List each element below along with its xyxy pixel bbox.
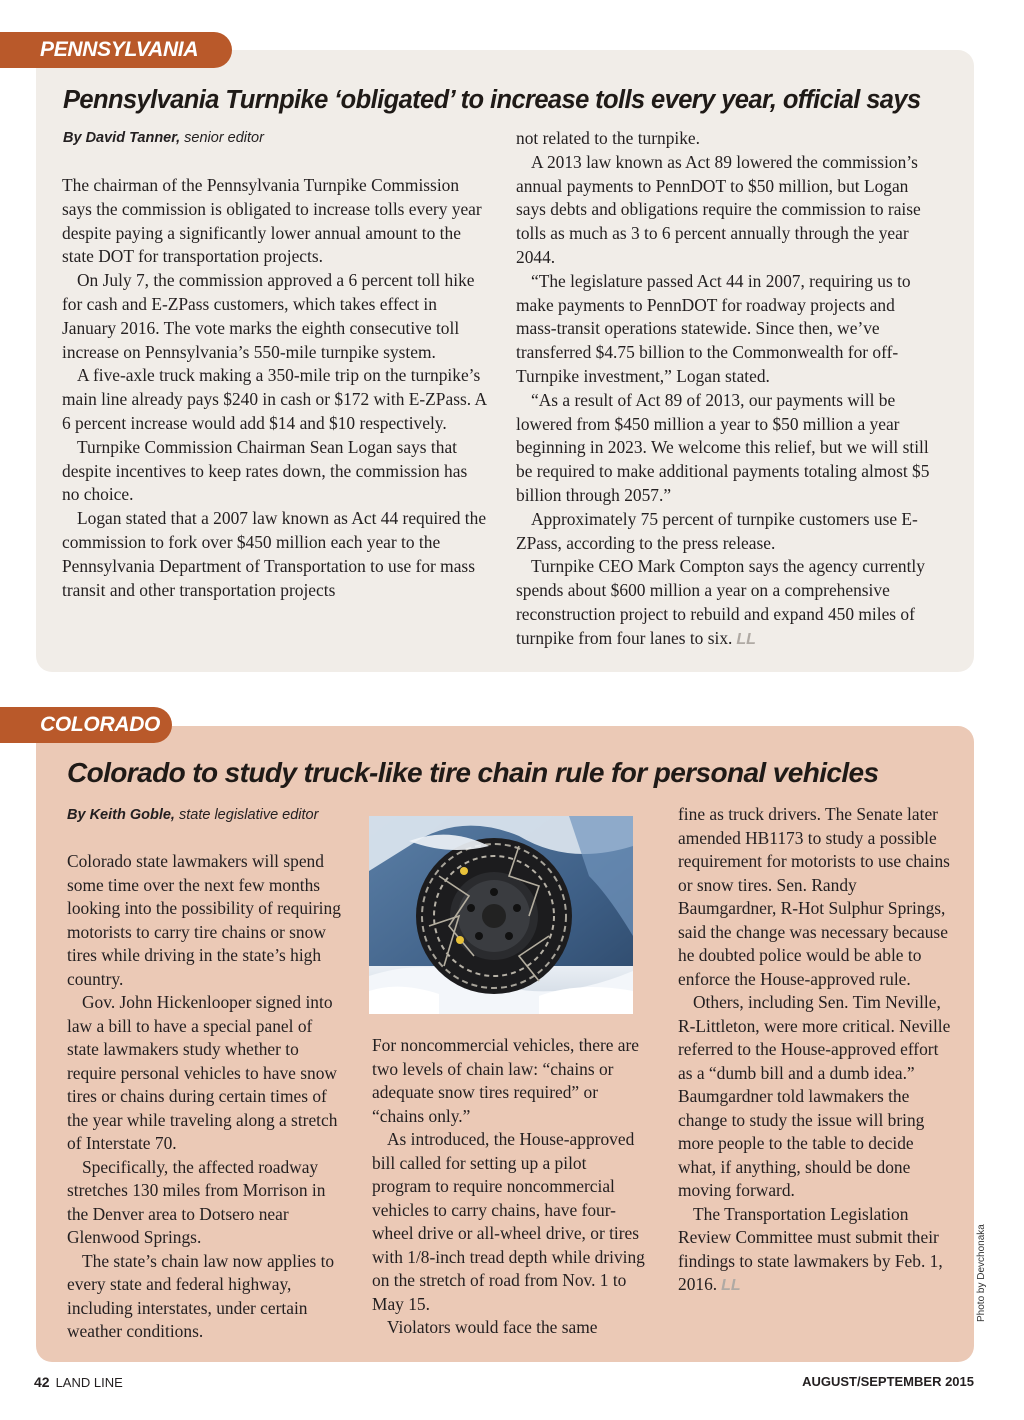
paragraph-text: Turnpike CEO Mark Compton says the agency currently spends about $600 million a year on a comprehensive reconstruction project to rebuild and expand 450 miles of turnpike from four lanes to six. (516, 556, 925, 648)
paragraph: “As a result of Act 89 of 2013, our payments will be lowered from $450 million a year to $50 million a year beginning in 2023. We welcome this relief, but we will still be required to make additional payments totaling almost $5 billion through 2057.” (516, 389, 930, 505)
pennsylvania-headline: Pennsylvania Turnpike ‘obligated’ to increase tolls every year, official says (63, 86, 921, 114)
colorado-column-1 (67, 850, 345, 1344)
paragraph: Colorado state lawmakers will spend some time over the next few months looking into the possibility of requiring motorists to carry tire chains or snow tires while driving in the state’s high country. (67, 851, 341, 989)
magazine-name: LAND LINE (55, 1375, 123, 1390)
paragraph: The chairman of the Pennsylvania Turnpike Commission says the commission is obligated to increase tolls every year despite paying a significantly lower annual amount to the state DOT for transportation projects. (62, 175, 482, 267)
tire-chain-illustration (369, 816, 633, 1014)
paragraph: Violators would face the same (387, 1317, 598, 1337)
page-number: 42 (34, 1374, 50, 1390)
paragraph: not related to the turnpike. (516, 128, 700, 148)
pennsylvania-column-1 (62, 174, 487, 602)
photo-credit: Photo by Devchonaka (976, 1224, 987, 1322)
pennsylvania-byline (63, 130, 264, 146)
colorado-column-2 (372, 1034, 647, 1340)
paragraph: A five-axle truck making a 350-mile trip on the turnpike’s main line already pays $240 in cash or $172 with E-ZPass. A 6 percent increase would add $14 and $10 respectively. (62, 365, 487, 433)
paragraph: Turnpike Commission Chairman Sean Logan says that despite incentives to keep rates down, the commission has no choice. (62, 436, 468, 505)
byline-title: senior editor (184, 130, 264, 146)
paragraph: On July 7, the commission approved a 6 percent toll hike for cash and E-ZPass customers, which takes effect in January 2016. The vote marks the eighth consecutive toll increase on Pennsylvania’s 550-mile turnpike system. (62, 270, 475, 362)
paragraph: A 2013 law known as Act 89 lowered the commission’s annual payments to PennDOT to $50 million, but Logan says debts and obligations require the commission to raise tolls as much as 3 to 6 percent annually through the year 2044. (516, 151, 921, 267)
paragraph: Logan stated that a 2007 law known as Act 44 required the commission to fork over $450 million each year to the Pennsylvania Department of Transportation to use for mass transit and other transportation projects (62, 508, 487, 600)
paragraph (516, 555, 936, 651)
paragraph: “The legislature passed Act 44 in 2007, requiring us to make payments to PennDOT for roadway projects and mass-transit operations statewide. Since then, we’ve transferred $4.75 billion to the Commonwealth for off-Turnpike investment,” Logan stated. (516, 270, 911, 386)
section-tab-pennsylvania: PENNSYLVANIA (0, 32, 232, 68)
byline-title: state legislative editor (179, 807, 319, 823)
paragraph: Others, including Sen. Tim Neville, R-Littleton, were more critical. Neville referred to the House-approved effort as a “dumb bill and a dumb idea.” Baumgardner told lawmakers the change to study the issue will bring more people to the table to decide what, if anything, should be done moving forward. (678, 992, 951, 1200)
paragraph: As introduced, the House-approved bill called for setting up a pilot program to require noncommercial vehicles to carry chains, have four-wheel drive or all-wheel drive, or tires with 1/8-inch tread depth while driving on the stretch of road from Nov. 1 to May 15. (372, 1129, 645, 1314)
section-tab-colorado: COLORADO (0, 707, 172, 743)
byline-author: By David Tanner, (63, 130, 181, 146)
paragraph-text: The Transportation Legislation Review Committee must submit their findings to state lawmakers by Feb. 1, 2016. (678, 1203, 943, 1294)
end-mark-logo: LL (721, 1277, 741, 1294)
tire-chain-photo (369, 816, 633, 1014)
colorado-column-3 (678, 803, 954, 1298)
issue-date: AUGUST/SEPTEMBER 2015 (802, 1374, 974, 1389)
byline-author: By Keith Goble, (67, 807, 175, 823)
pennsylvania-column-2 (516, 127, 936, 652)
paragraph: Gov. John Hickenlooper signed into law a bill to have a special panel of state lawmakers study whether to require personal vehicles to have snow tires or chains during certain times of the year while traveling along a stretch of Interstate 70. (67, 992, 338, 1153)
footer-left (34, 1374, 123, 1390)
colorado-headline: Colorado to study truck-like tire chain rule for personal vehicles (67, 757, 879, 788)
paragraph: Specifically, the affected roadway stretches 130 miles from Morrison in the Denver area to Dotsero near Glenwood Springs. (67, 1156, 326, 1247)
paragraph: Approximately 75 percent of turnpike customers use E-ZPass, according to the press release. (516, 508, 918, 553)
paragraph: The state’s chain law now applies to every state and federal highway, including interstates, under certain weather conditions. (67, 1250, 335, 1341)
colorado-byline (67, 807, 318, 823)
paragraph: fine as truck drivers. The Senate later amended HB1173 to study a possible requirement for motorists to use chains or snow tires. Sen. Randy Baumgardner, R-Hot Sulphur Springs, said the change was necessary because he doubted police would be able to enforce the House-approved rule. (678, 804, 950, 989)
paragraph (678, 1203, 954, 1298)
paragraph: For noncommercial vehicles, there are two levels of chain law: “chains or adequate snow tires required” or “chains only.” (372, 1035, 640, 1126)
end-mark-logo: LL (736, 630, 756, 648)
